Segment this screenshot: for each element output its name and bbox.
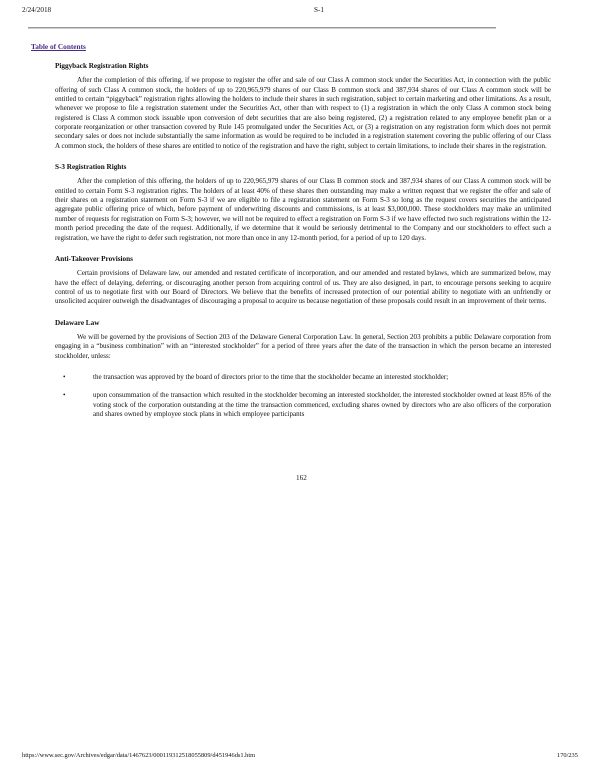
header-title: S-1 xyxy=(314,6,324,14)
bullet-icon: • xyxy=(63,391,66,400)
table-of-contents-link[interactable]: Table of Contents xyxy=(31,42,86,51)
footer-url: https://www.sec.gov/Archives/edgar/data/1467623/000119312518055809/d451946ds1.htm xyxy=(22,752,256,759)
paragraph: Certain provisions of Delaware law, our amended and restated certificate of incorporation, and our amended and restated bylaws, which are summarized below, may have the effect of delaying, deferring, or discouraging another person from acquiring control of us. They are also designed, in part, to encourage persons seeking to acquire control of us to negotiate first with our Board of Directors. We believe that the benefits of increased protection of our potential ability to negotiate with an unfriendly or unsolicited acquirer outweigh the disadvantages of discouraging a proposal to acquire us because negotiation of these proposals could result in an improvement of their terms. xyxy=(55,269,551,306)
footer-page-count: 170/235 xyxy=(557,752,578,759)
document-body xyxy=(55,62,551,428)
bullet-text: upon consummation of the transaction which resulted in the stockholder becoming an interested stockholder, the interested stockholder owned at least 85% of the voting stock of the corporation outstanding at the time the transaction commenced, excluding shares owned by directors who are also officers of the corporation and shares owned by employee stock plans in which employee participants xyxy=(93,391,551,418)
bullet-list xyxy=(55,373,551,419)
section-piggyback-registration-rights xyxy=(55,62,551,151)
paragraph: We will be governed by the provisions of Section 203 of the Delaware General Corporation Law. In general, Section 203 prohibits a public Delaware corporation from engaging in a “business combination” with an “interested stockholder” for a period of three years after the date of the transaction in which the person became an interested stockholder, unless: xyxy=(55,332,551,360)
section-heading: Anti-Takeover Provisions xyxy=(55,254,133,263)
bullet-icon: • xyxy=(63,372,66,381)
section-heading: Delaware Law xyxy=(55,318,100,327)
bullet-item xyxy=(55,373,551,382)
section-anti-takeover-provisions xyxy=(55,255,551,307)
section-heading: S-3 Registration Rights xyxy=(55,163,127,172)
bullet-item xyxy=(55,391,551,419)
paragraph: After the completion of this offering, if we propose to register the offer and sale of our Class A common stock under the Securities Act, in connection with the public offering of such Class A common stock, the holders of up to 220,965,979 shares of our Class B common stock and 387,934 shares of our Class A common stock will be entitled to certain “piggyback” registration rights allowing the holders to include their shares in such registration, subject to certain marketing and other limitations. As a result, whenever we propose to file a registration statement under the Securities Act, other than with respect to (1) a registration in which the only Class A common stock being registered is Class A common stock issuable upon conversion of debt securities that are also being registered, (2) a registration related to any employee benefit plan or a corporate reorganization or other transaction covered by Rule 145 promulgated under the Securities Act, or (3) a registration on any registration form which does not permit secondary sales or does not include substantially the same information as would be required to be included in a registration statement covering the public offering of our Class A common stock, the holders of these shares are entitled to notice of the registration and have the right, subject to certain limitations, to include their shares in the registration. xyxy=(55,76,551,150)
paragraph: After the completion of this offering, the holders of up to 220,965,979 shares of our Class B common stock and 387,934 shares of our Class A common stock will be entitled to certain Form S-3 registration rights. The holders of at least 40% of these shares then outstanding may make a written request that we register the offer and sale of their shares on a registration statement on Form S-3 if we are eligible to file a registration statement on Form S-3 so long as the request covers securities the anticipated aggregate public offering price of which, before payment of underwriting discounts and commissions, is at least $3,000,000. These stockholders may make an unlimited number of requests for registration on Form S-3; however, we will not be required to effect a registration on Form S-3 if we have effected two such registrations within the 12-month period preceding the date of the request. Additionally, if we determine that it would be seriously detrimental to the Company and our stockholders to effect such a registration, we have the right to defer such registration, not more than once in any 12-month period, for a period of up to 120 days. xyxy=(55,177,551,242)
section-delaware-law xyxy=(55,319,551,420)
section-s3-registration-rights xyxy=(55,163,551,243)
bullet-text: the transaction was approved by the board of directors prior to the time that the stockholder became an interested stockholder; xyxy=(93,372,449,381)
header-date: 2/24/2018 xyxy=(22,6,52,14)
page-number: 162 xyxy=(296,474,307,482)
section-heading: Piggyback Registration Rights xyxy=(55,62,149,70)
header-rule xyxy=(28,27,496,29)
